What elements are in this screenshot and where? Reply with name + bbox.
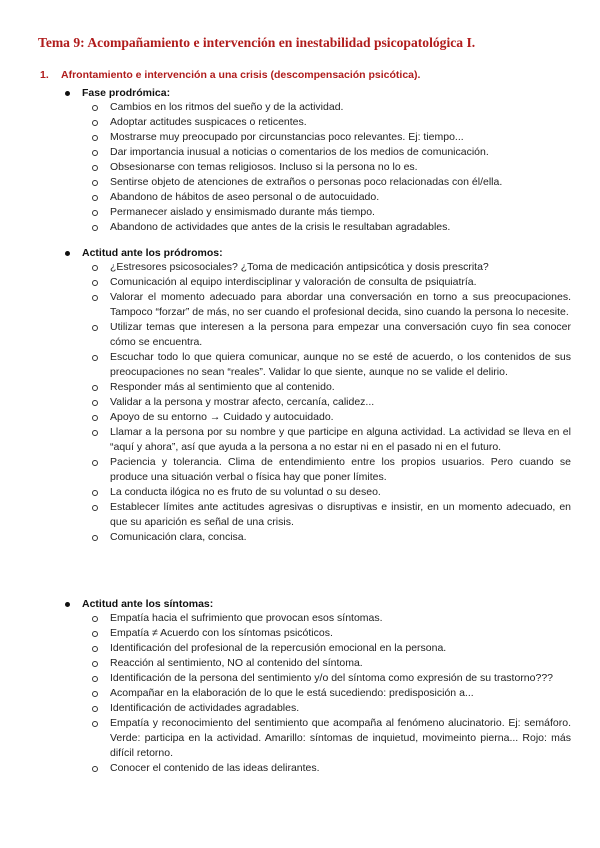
list-item: ¿Estresores psicosociales? ¿Toma de medicación antipsicótica y dosis prescrita? <box>63 260 573 275</box>
list-item: Acompañar en la elaboración de lo que le está sucediendo: predisposición a... <box>63 686 573 701</box>
subsection-actitud-prodromos <box>63 246 573 545</box>
list-item: Comunicación clara, concisa. <box>63 530 573 545</box>
list-item: Identificación de actividades agradables. <box>63 701 573 716</box>
list-item: Escuchar todo lo que quiera comunicar, aunque no se esté de acuerdo, o los contenidos de sus preocupaciones no sean “reales”. Validar lo que siente, aunque no se valide el delirio. <box>63 350 573 380</box>
list-item: Responder más al sentimiento que al contenido. <box>63 380 573 395</box>
list-item: Abandono de hábitos de aseo personal o de autocuidado. <box>63 190 573 205</box>
bullet-list <box>63 100 573 235</box>
list-item: Establecer límites ante actitudes agresivas o disruptivas e insistir, en un momento adecuado, en que su aparición es señal de una crisis. <box>63 500 573 530</box>
subsection-actitud-sintomas <box>63 597 573 776</box>
section-title: Afrontamiento e intervención a una crisis (descompensación psicótica). <box>61 69 421 81</box>
list-item: Validar a la persona y mostrar afecto, cercanía, calidez... <box>63 395 573 410</box>
list-item: Utilizar temas que interesen a la persona para empezar una conversación cuyo fin sea conocer cómo se encuentra. <box>63 320 573 350</box>
list-item: Valorar el momento adecuado para abordar una conversación en torno a sus preocupaciones. Tampoco “forzar” de más, no ser cuando el profesional decida, sino cuando la persona lo necesite. <box>63 290 573 320</box>
list-item: Cambios en los ritmos del sueño y de la actividad. <box>63 100 573 115</box>
list-item: Comunicación al equipo interdisciplinar y valoración de consulta de psiquiatría. <box>63 275 573 290</box>
subsection-fase-prodromica <box>63 86 573 235</box>
list-item: Llamar a la persona por su nombre y que participe en alguna actividad. La actividad se lleva en el “aquí y ahora”, así que ayuda a la persona a no estar ni en el pasado ni en el futuro. <box>63 425 573 455</box>
list-item: Permanecer aislado y ensimismado durante más tiempo. <box>63 205 573 220</box>
bullet-list <box>63 611 573 776</box>
list-item: Sentirse objeto de atenciones de extraños o personas poco relacionadas con él/ella. <box>63 175 573 190</box>
list-item: Identificación de la persona del sentimiento y/o del síntoma como expresión de su trastorno??? <box>63 671 573 686</box>
subsection-heading: Fase prodrómica: <box>63 86 573 100</box>
list-item: Empatía ≠ Acuerdo con los síntomas psicóticos. <box>63 626 573 641</box>
list-item: Abandono de actividades que antes de la crisis le resultaban agradables. <box>63 220 573 235</box>
list-item: Obsesionarse con temas religiosos. Incluso si la persona no lo es. <box>63 160 573 175</box>
list-item: Adoptar actitudes suspicaces o reticentes. <box>63 115 573 130</box>
subsection-heading: Actitud ante los síntomas: <box>63 597 573 611</box>
list-item: Empatía hacia el sufrimiento que provocan esos síntomas. <box>63 611 573 626</box>
list-item: Reacción al sentimiento, NO al contenido del síntoma. <box>63 656 573 671</box>
list-item: Dar importancia inusual a noticias o comentarios de los medios de comunicación. <box>63 145 573 160</box>
list-item: Mostrarse muy preocupado por circunstancias poco relevantes. Ej: tiempo... <box>63 130 573 145</box>
list-item: Identificación del profesional de la repercusión emocional en la persona. <box>63 641 573 656</box>
subsection-heading: Actitud ante los pródromos: <box>63 246 573 260</box>
bullet-list <box>63 260 573 545</box>
list-item: Empatía y reconocimiento del sentimiento que acompaña al fenómeno alucinatorio. Ej: semáforo. Verde: participa en la actividad. Amarillo: síntomas de inquietud, movimeinto pierna... Rojo: más difícil retorno. <box>63 716 573 761</box>
list-item: Conocer el contenido de las ideas delirantes. <box>63 761 573 776</box>
list-item: Paciencia y tolerancia. Clima de entendimiento entre los propios usuarios. Pero cuando se produce una situación verbal o física hay que poner límites. <box>63 455 573 485</box>
section-heading <box>40 69 420 81</box>
list-item: Apoyo de su entorno → Cuidado y autocuidado. <box>63 410 573 425</box>
section-number: 1. <box>40 69 49 81</box>
page-title: Tema 9: Acompañamiento e intervención en inestabilidad psicopatológica I. <box>38 35 476 50</box>
list-item: La conducta ilógica no es fruto de su voluntad o su deseo. <box>63 485 573 500</box>
